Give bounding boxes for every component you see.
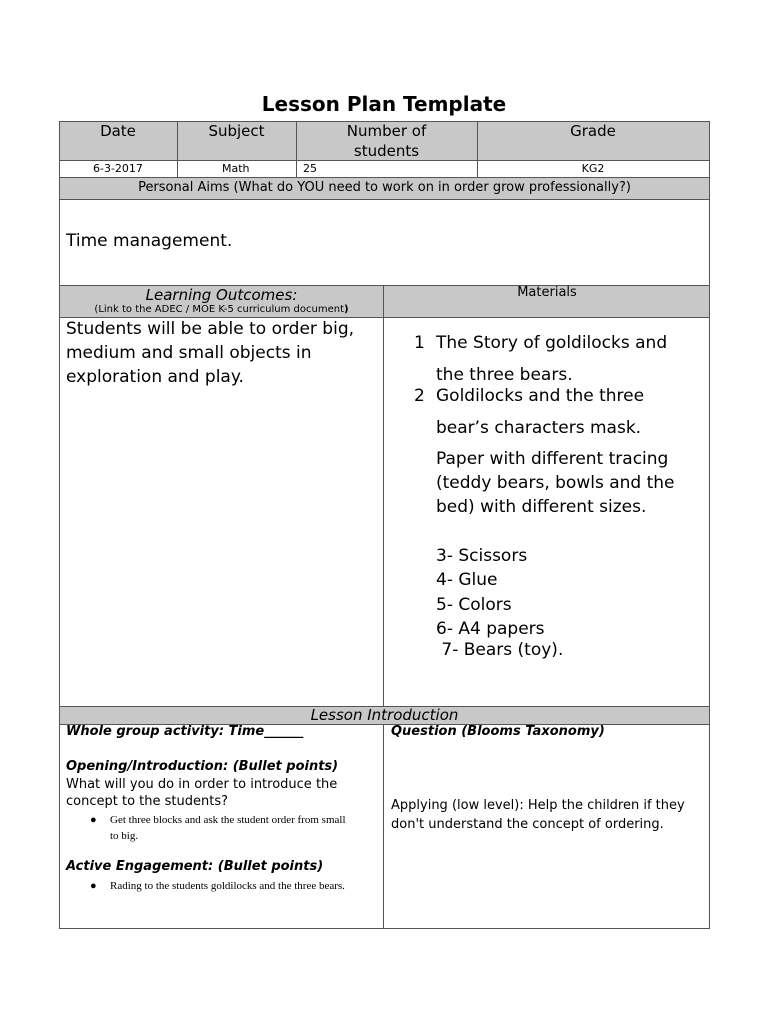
materials-item-7: 7- Bears (toy). — [436, 640, 564, 660]
col-header-subject: Subject — [208, 122, 265, 140]
materials-paper-text: Paper with different tracing (teddy bears, bowls and the bed) with different sizes. — [436, 449, 675, 517]
materials-item-2-line1: 2 Goldilocks and the three — [414, 386, 645, 406]
materials-item-1-line1: 1 The Story of goldilocks and — [414, 333, 668, 353]
personal-aims-value: Time management. — [66, 231, 233, 251]
materials-item-3: 3- Scissors — [436, 546, 528, 566]
lesson-intro-heading: Lesson Introduction — [310, 706, 459, 724]
subheading-text: (Link to the ADEC / MOE K-5 curriculum document — [94, 304, 344, 315]
question-heading: Question (Blooms Taxonomy) — [391, 724, 605, 739]
learning-outcomes-heading — [59, 285, 384, 316]
subheading-close-paren: ) — [344, 304, 349, 315]
question-text: Applying (low level): Help the children if they don't understand the concept of ordering. — [391, 798, 685, 832]
opening-bullet-item — [90, 812, 360, 844]
opening-heading: Opening/Introduction: (Bullet points) — [66, 759, 339, 774]
materials-item-6: 6- A4 papers — [436, 619, 545, 639]
materials-item-2-number: 2 — [414, 386, 425, 406]
whole-group-activity: Whole group activity: Time______ — [66, 724, 304, 739]
page-title: Lesson Plan Template — [261, 92, 507, 116]
materials-item-5: 5- Colors — [436, 595, 512, 615]
col-header-number-of-students — [296, 121, 477, 161]
col-header-date: Date — [100, 122, 136, 140]
materials-item-2-line2: bear’s characters mask. — [436, 418, 642, 438]
engagement-bullet-text: Rading to the students goldilocks and the three bears. — [110, 880, 345, 892]
col-header-number-line1: Number of — [346, 122, 427, 140]
opening-question: What will you do in order to introduce the concept to the students? — [66, 777, 338, 809]
materials-heading: Materials — [517, 285, 577, 300]
cell-number-of-students: 25 — [303, 162, 317, 175]
materials-item-1 — [414, 331, 704, 387]
cell-date: 6-3-2017 — [93, 162, 143, 175]
materials-item-2 — [414, 384, 704, 440]
learning-outcomes-subheading — [59, 304, 384, 316]
bullet-icon: ● — [90, 814, 97, 826]
engagement-bullet-item — [90, 878, 360, 894]
personal-aims-heading: Personal Aims (What do YOU need to work on in order grow professionally?) — [138, 180, 631, 195]
col-header-grade: Grade — [570, 122, 616, 140]
learning-outcomes-text: Students will be able to order big, medium and small objects in exploration and play. — [66, 319, 355, 387]
materials-item-4: 4- Glue — [436, 570, 498, 590]
materials-item-1-line2: the three bears. — [436, 365, 573, 385]
cell-subject: Math — [222, 162, 250, 175]
engagement-heading: Active Engagement: (Bullet points) — [66, 859, 324, 874]
bullet-icon: ● — [90, 880, 97, 892]
cell-grade: KG2 — [581, 162, 605, 175]
materials-item-1-number: 1 — [414, 333, 425, 353]
opening-bullet-text: Get three blocks and ask the student order from small to big. — [110, 814, 346, 842]
learning-outcomes-title: Learning Outcomes: — [145, 286, 298, 304]
col-header-number-line2: students — [353, 142, 420, 160]
